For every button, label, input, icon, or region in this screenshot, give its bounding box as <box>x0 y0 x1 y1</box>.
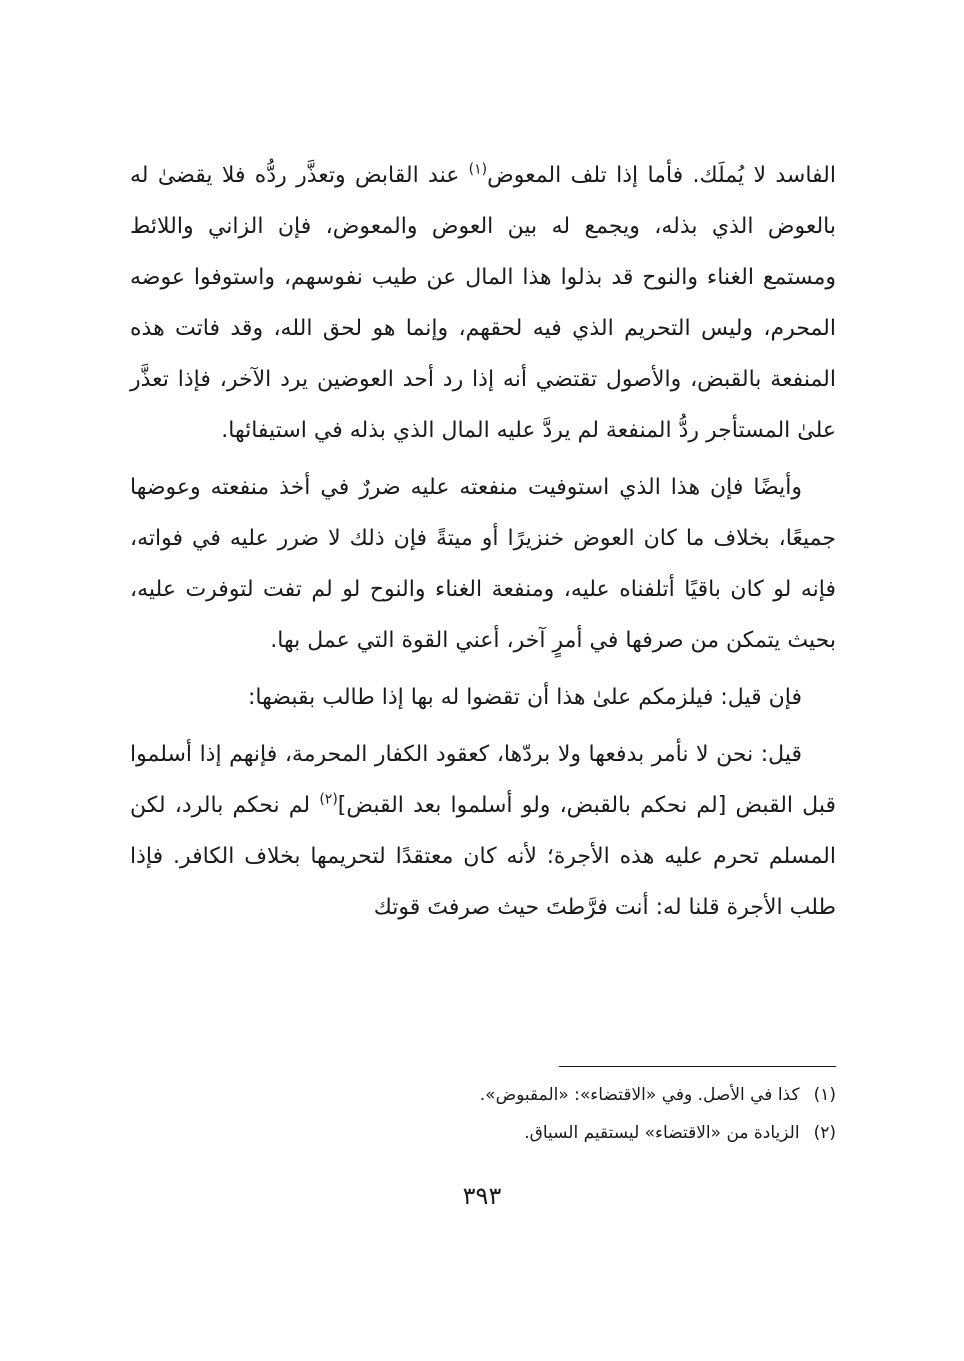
paragraph-4 <box>130 729 836 933</box>
paragraph-4-end: لم نحكم بالرد، لكن المسلم تحرم عليه هذه الأجرة؛ لأنه كان معتقدًا لتحريمها بخلاف الكافر. فإذا طلب الأجرة قلنا له: أنت فرَّطتَ حيث صرفتَ قوتك <box>130 793 836 920</box>
page-number: ٣٩٣ <box>462 1182 502 1210</box>
footnote-number: (١) <box>813 1085 836 1105</box>
footnote-text: كذا في الأصل. وفي «الاقتضاء»: «المقبوض». <box>479 1085 800 1105</box>
page-body <box>130 150 836 933</box>
footnote-ref-1: (١) <box>468 161 488 178</box>
footnote-1 <box>130 1076 836 1114</box>
footnote-divider <box>559 1066 836 1067</box>
footnote-ref-2: (٢) <box>319 791 338 808</box>
paragraph-4-start: قيل: نحن لا نأمر بدفعها ولا بردّها، كعقود الكفار المحرمة، فإنهم إذا أسلموا قبل القبض [لم نحكم بالقبض، ولو أسلموا بعد القبض] <box>130 742 836 818</box>
footnotes <box>130 1076 836 1152</box>
paragraph-2: وأيضًا فإن هذا الذي استوفيت منفعته عليه ضررٌ في أخذ منفعته وعوضها جميعًا، بخلاف ما كان العوض خنزيرًا أو ميتةً فإن ذلك لا ضرر عليه في فواته، فإنه لو كان باقيًا أتلفناه عليه، ومنفعة الغناء والنوح لو لم تفت لتوفرت عليه، بحيث يتمكن من صرفها في أمرٍ آخر، أعني القوة التي عمل بها. <box>130 475 836 653</box>
paragraph-1 <box>130 150 836 456</box>
footnote-number: (٢) <box>813 1123 836 1143</box>
paragraph-1-end: عند القابض وتعذَّر ردُّه فلا يقضىٰ له بالعوض الذي بذله، ويجمع له بين العوض والمعوض، فإن الزاني واللائط ومستمع الغناء والنوح قد بذلوا هذا المال عن طيب نفوسهم، واستوفوا عوضه المحرم، وليس التحريم الذي فيه لحقهم، وإنما هو لحق الله، وقد فاتت هذه المنفعة بالقبض، والأصول تقتضي أنه إذا رد أحد العوضين يرد الآخر، فإذا تعذَّر علىٰ المستأجر ردُّ المنفعة لم يردَّ عليه المال الذي بذله في استيفائها. <box>130 163 836 443</box>
paragraph-1-start: الفاسد لا يُملَك. فأما إذا تلف المعوض <box>487 163 837 188</box>
paragraph-3: فإن قيل: فيلزمكم علىٰ هذا أن تقضوا له بها إذا طالب بقبضها: <box>248 685 802 710</box>
footnote-2 <box>130 1114 836 1152</box>
footnote-text: الزيادة من «الاقتضاء» ليستقيم السياق. <box>524 1123 800 1143</box>
